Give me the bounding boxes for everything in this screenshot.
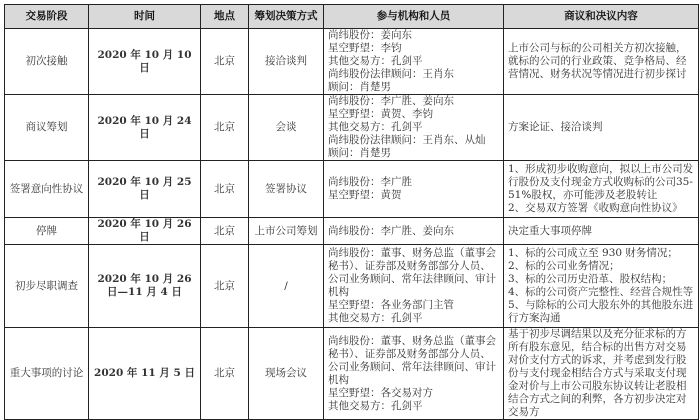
transaction-timeline-table xyxy=(4,4,699,420)
method-cell: 现场会议 xyxy=(249,328,324,420)
method-cell: 接洽谈判 xyxy=(249,29,324,95)
participant-line: 星空野望：李钧 xyxy=(328,42,402,54)
stage-cell: 商议筹划 xyxy=(5,95,89,161)
content-cell xyxy=(504,29,699,95)
table-row xyxy=(5,218,699,245)
header-method: 筹划决策方式 xyxy=(249,5,324,29)
participant-line: 尚纬股份法律顾问：王肖东、从灿 xyxy=(328,134,486,146)
stage-cell: 签署意向性协议 xyxy=(5,161,89,218)
content-line: 1、形成初步收购意向，拟以上市公司发行股份及支付现金方式收购标的公司35-51%股权，亦可能涉及老股转让 xyxy=(508,163,694,201)
method-cell: 上市公司筹划 xyxy=(249,218,324,245)
stage-cell: 重大事项的讨论 xyxy=(5,328,89,420)
content-cell xyxy=(504,218,699,245)
time-cell: 2020 年 10 月 24 日 xyxy=(89,95,201,161)
content-cell xyxy=(504,95,699,161)
participant-line: 其他交易方：孔剑平 xyxy=(328,121,423,133)
time-cell: 2020 年 11 月 5 日 xyxy=(89,328,201,420)
place-cell: 北京 xyxy=(201,29,249,95)
content-line: 决定重大事项停牌 xyxy=(508,224,592,237)
place-cell: 北京 xyxy=(201,245,249,328)
table-header-row xyxy=(5,5,699,29)
participant-line: 尚纬股份：李广胜 xyxy=(328,176,412,188)
participant-line: 其他交易方：孔剑平 xyxy=(328,399,423,412)
method-cell: 会谈 xyxy=(249,95,324,161)
participant-line: 尚纬股份：姜向东 xyxy=(328,29,412,41)
place-cell: 北京 xyxy=(201,95,249,161)
participant-line: 其他交易方：孔剑平 xyxy=(328,55,423,67)
participant-line: 星空野望：各交易对方 xyxy=(328,386,433,399)
place-cell: 北京 xyxy=(201,161,249,218)
place-cell: 北京 xyxy=(201,218,249,245)
participant-line: 顾问：肖楚男 xyxy=(328,147,391,159)
content-line: 基于初步尽调结果以及充分征求标的方所有股东意见，结合标的出售方对交易对价支付方式的诉求，并考虑到发行股份与支付现金相结合方式与采取支付现金对价与上市公司股东协议转让老股相结合方式之间的利弊，各方初步决定对交易方 xyxy=(508,328,687,418)
content-line: 5、与除标的公司大股东外的其他股东进行方案沟通 xyxy=(508,299,694,324)
participants-cell xyxy=(324,161,504,218)
place-cell: 北京 xyxy=(201,328,249,420)
table-row xyxy=(5,29,699,95)
header-time: 时间 xyxy=(89,5,201,29)
participants-cell xyxy=(324,29,504,95)
content-line: 4、标的公司资产完整性、经营合规性等 xyxy=(508,286,694,298)
header-stage: 交易阶段 xyxy=(5,5,89,29)
participants-cell xyxy=(324,95,504,161)
time-cell: 2020 年 10 月 25 日 xyxy=(89,161,201,218)
stage-cell: 停牌 xyxy=(5,218,89,245)
participant-line: 尚纬股份：李广胜、姜向东 xyxy=(328,95,454,107)
participant-line: 尚纬股份：董事、财务总监（董事会秘书）、证券部及财务部部分人员、公司业务顾问、常年法律顾问、审计机构 xyxy=(328,334,496,386)
content-line: 3、标的公司历史沿革、股权结构； xyxy=(508,273,673,285)
stage-cell: 初步尽职调查 xyxy=(5,245,89,328)
participant-line: 星空野望：黄贺 xyxy=(328,189,402,201)
participant-line: 尚纬股份：李广胜、姜向东 xyxy=(328,224,454,237)
time-cell: 2020 年 10 月 10 日 xyxy=(89,29,201,95)
participant-line: 顾问：肖楚男 xyxy=(328,81,391,93)
time-cell: 2020 年 10 月 26 日 xyxy=(89,218,201,245)
participant-line: 其他交易方：孔剑平 xyxy=(328,312,423,324)
method-cell: / xyxy=(249,245,324,328)
header-content: 商议和决议内容 xyxy=(504,5,699,29)
table-row xyxy=(5,161,699,218)
content-line: 2、标的公司业务情况； xyxy=(508,260,620,272)
participant-line: 尚纬股份：董事、财务总监（董事会秘书）、证券部及财务部部分人员、公司业务顾问、常年法律顾问、审计机构 xyxy=(328,247,496,298)
participants-cell xyxy=(324,218,504,245)
content-line: 方案论证、接洽谈判 xyxy=(508,121,603,133)
header-place: 地点 xyxy=(201,5,249,29)
content-cell xyxy=(504,245,699,328)
method-cell: 签署协议 xyxy=(249,161,324,218)
content-line: 上市公司与标的公司相关方初次接触，就标的公司的行业政策、竞争格局、经营情况、财务状况等情况进行初步探讨 xyxy=(508,42,687,80)
header-participants: 参与机构和人员 xyxy=(324,5,504,29)
participant-line: 星空野望：各业务部门主管 xyxy=(328,299,454,311)
content-cell xyxy=(504,161,699,218)
participant-line: 星空野望：黄贺、李钧 xyxy=(328,108,433,120)
table-row xyxy=(5,245,699,328)
time-cell: 2020 年 10 月 26 日—11 月 4 日 xyxy=(89,245,201,328)
participants-cell xyxy=(324,245,504,328)
stage-cell: 初次接触 xyxy=(5,29,89,95)
content-line: 2、交易双方签署《收购意向性协议》 xyxy=(508,202,683,214)
participant-line: 尚纬股份法律顾问：王肖东 xyxy=(328,68,454,80)
table-row xyxy=(5,95,699,161)
content-line: 1、标的公司成立至 930 财务情况； xyxy=(508,247,678,259)
